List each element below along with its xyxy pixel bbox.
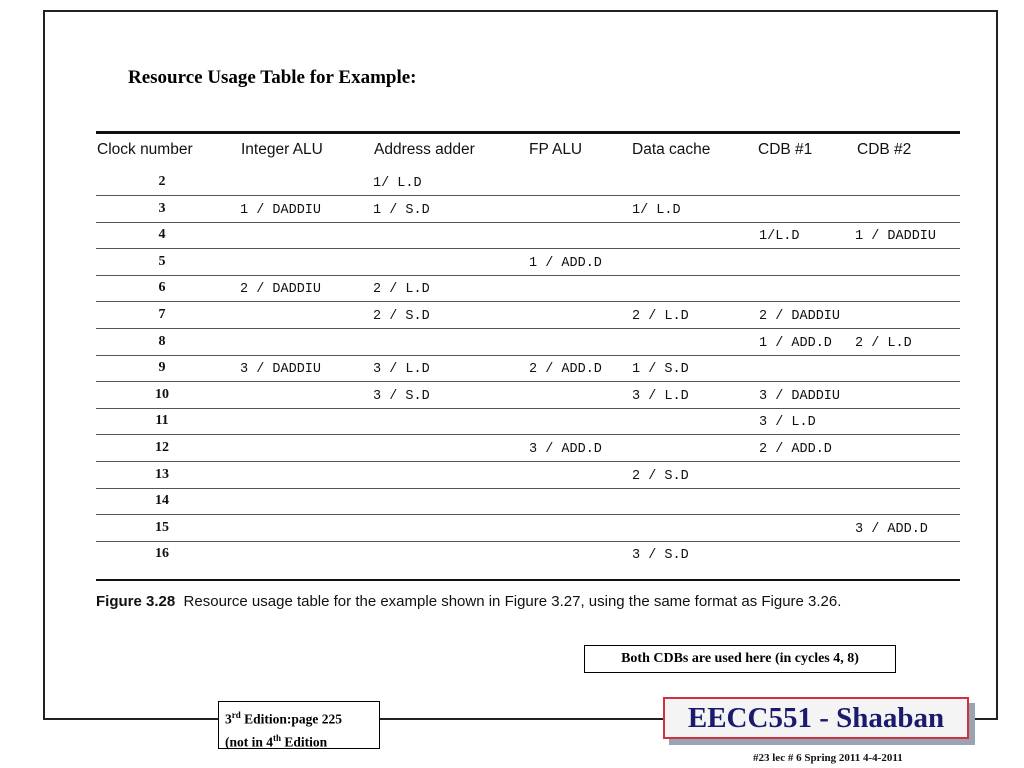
edition2-sup: th	[273, 732, 282, 743]
table-row	[96, 516, 960, 542]
edition-rest: Edition:page 225	[240, 711, 343, 727]
cell-cache: 2 / S.D	[632, 469, 689, 484]
cell-cdb2: 1 / DADDIU	[855, 229, 937, 244]
edition-note-box	[218, 701, 380, 749]
clock-number-cell: 13	[155, 467, 169, 482]
edition2-rest: Edition	[281, 734, 328, 749]
cell-int-alu: 3 / DADDIU	[240, 362, 322, 377]
clock-number-cell: 8	[158, 334, 166, 349]
cell-addr: 3 / S.D	[373, 389, 430, 404]
table-row	[96, 356, 960, 382]
cell-fp: 1 / ADD.D	[529, 256, 602, 271]
cell-cache: 1 / S.D	[632, 362, 689, 377]
table-row	[96, 303, 960, 329]
clock-number-cell: 4	[158, 227, 166, 242]
table-row	[96, 463, 960, 489]
cell-cache: 2 / L.D	[632, 309, 689, 324]
cell-cdb1: 2 / ADD.D	[759, 442, 832, 457]
figure-caption	[96, 593, 841, 610]
cell-fp: 2 / ADD.D	[529, 362, 602, 377]
clock-number-cell: 16	[155, 546, 169, 561]
clock-number-cell: 14	[155, 493, 169, 508]
clock-number-cell: 10	[155, 387, 169, 402]
clock-number-cell: 12	[155, 440, 169, 455]
clock-number-cell: 15	[155, 520, 169, 535]
table-row	[96, 489, 960, 515]
cell-cdb1: 3 / DADDIU	[759, 389, 841, 404]
table-bottom-rule	[96, 579, 960, 581]
header-address-adder: Address adder	[374, 141, 475, 158]
table-row	[96, 409, 960, 435]
course-brand: EECC551 - Shaaban	[663, 697, 969, 739]
header-integer-alu: Integer ALU	[241, 141, 323, 158]
edition2-pre: (not in 4	[225, 734, 274, 749]
header-data-cache: Data cache	[632, 141, 711, 158]
cell-cache: 3 / S.D	[632, 548, 689, 563]
cell-fp: 3 / ADD.D	[529, 442, 602, 457]
clock-number-cell: 3	[158, 201, 166, 216]
clock-number-cell: 9	[158, 360, 166, 375]
table-row	[96, 436, 960, 462]
cell-cdb2: 3 / ADD.D	[855, 522, 928, 537]
table-row	[96, 542, 960, 568]
edition-sup: rd	[231, 710, 241, 720]
cell-addr: 1/ L.D	[373, 176, 422, 191]
header-cdb2: CDB #2	[857, 141, 912, 158]
cell-cdb1: 1 / ADD.D	[759, 336, 832, 351]
header-cdb1: CDB #1	[758, 141, 813, 158]
table-row	[96, 250, 960, 276]
cell-cache: 1/ L.D	[632, 203, 681, 218]
cell-int-alu: 2 / DADDIU	[240, 282, 322, 297]
cell-cdb2: 2 / L.D	[855, 336, 912, 351]
cell-cdb1: 1/L.D	[759, 229, 800, 244]
cell-addr: 2 / L.D	[373, 282, 430, 297]
clock-number-cell: 2	[158, 174, 166, 189]
clock-number-cell: 11	[155, 413, 169, 428]
clock-number-cell: 7	[158, 307, 166, 322]
table-row	[96, 170, 960, 196]
header-clock-number: Clock number	[97, 141, 193, 158]
header-fp-alu: FP ALU	[529, 141, 583, 158]
caption-label: Figure 3.28	[96, 593, 176, 610]
cell-addr: 3 / L.D	[373, 362, 430, 377]
table-row	[96, 383, 960, 409]
clock-number-cell: 5	[158, 254, 166, 269]
table-row	[96, 223, 960, 249]
slide-footer: #23 lec # 6 Spring 2011 4-4-2011	[753, 752, 903, 764]
table-top-rule	[96, 131, 960, 134]
clock-number-cell: 6	[158, 280, 166, 295]
caption-text: Resource usage table for the example shown in Figure 3.27, using the same format as Figure 3.26.	[183, 593, 842, 610]
slide-title: Resource Usage Table for Example:	[128, 67, 417, 88]
table-row	[96, 330, 960, 356]
cell-addr: 2 / S.D	[373, 309, 430, 324]
table-row	[96, 276, 960, 302]
cell-addr: 1 / S.D	[373, 203, 430, 218]
cell-int-alu: 1 / DADDIU	[240, 203, 322, 218]
cdb-note-box: Both CDBs are used here (in cycles 4, 8)	[584, 645, 896, 673]
cell-cdb1: 2 / DADDIU	[759, 309, 841, 324]
cell-cache: 3 / L.D	[632, 389, 689, 404]
edition-num: 3	[225, 711, 232, 727]
cell-cdb1: 3 / L.D	[759, 415, 816, 430]
table-row	[96, 197, 960, 223]
